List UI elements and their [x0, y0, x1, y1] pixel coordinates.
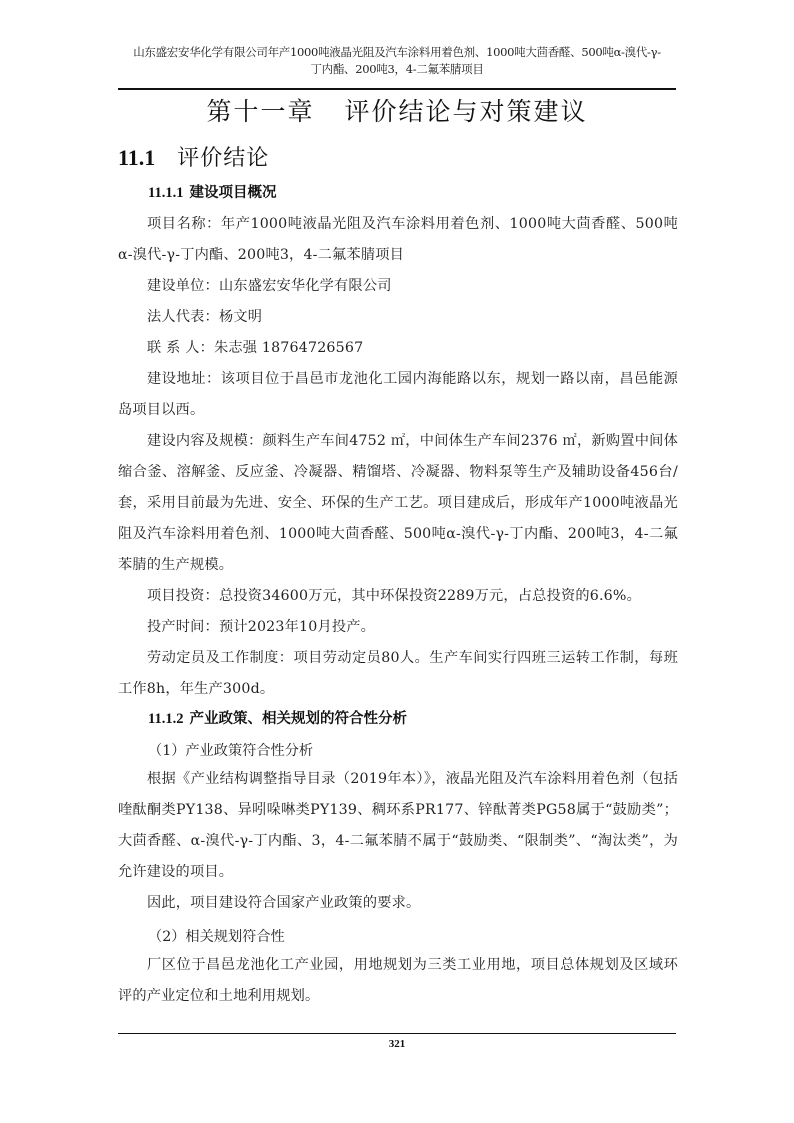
item-heading-industrial-policy: （1）产业政策符合性分析 — [148, 743, 314, 759]
section-title: 评价结论 — [177, 146, 270, 171]
subsection-title: 建设项目概况 — [189, 185, 277, 201]
section-number: 11.1 — [118, 145, 156, 170]
footer-rule — [118, 1033, 676, 1034]
running-header — [118, 44, 676, 78]
running-header-line-2: 丁内酯、200吨3，4-二氟苯腈项目 — [310, 62, 484, 76]
subsection-heading-11-1-2 — [148, 708, 407, 730]
chapter-name: 评价结论与对策建议 — [344, 97, 588, 126]
project-overview-body — [118, 209, 678, 705]
paragraph-start-date: 投产时间：预计2023年10月投产。 — [147, 619, 376, 635]
paragraph-legal-representative: 法人代表：杨文明 — [147, 309, 263, 325]
subsection-heading-11-1-1 — [148, 182, 276, 204]
subsection-number: 11.1.1 — [148, 185, 184, 201]
planning-body — [118, 950, 678, 1012]
paragraph-staffing: 劳动定员及工作制度：项目劳动定员80人。生产车间实行四班三运转工作制，每班工作8h，年生产300d。 — [118, 650, 678, 697]
header-rule — [118, 88, 676, 90]
subsection-title: 产业政策、相关规划的符合性分析 — [189, 711, 407, 727]
paragraph-scale: 建设内容及规模：颜料生产车间4752 ㎡，中间体生产车间2376 ㎡，新购置中间体缩合釜、溶解釜、反应釜、冷凝器、精馏塔、冷凝器、物料泵等生产及辅助设备456台/套，采用目前最为先进、安全、环保的生产工艺。项目建成后，形成年产1000吨液晶光阻及汽车涂料用着色剂、1000吨大茴香醛、500吨α-溴代-γ-丁内酯、200吨3，4-二氟苯腈的生产规模。 — [118, 433, 678, 573]
paragraph-construction-unit: 建设单位：山东盛宏安华化学有限公司 — [147, 278, 392, 294]
industrial-policy-body — [118, 764, 678, 919]
subsection-number: 11.1.2 — [148, 711, 184, 727]
paragraph-policy-conclusion: 因此，项目建设符合国家产业政策的要求。 — [147, 895, 421, 911]
chapter-title — [118, 94, 676, 130]
paragraph-investment: 项目投资：总投资34600万元，其中环保投资2289万元，占总投资的6.6%。 — [147, 588, 641, 604]
paragraph-project-name: 项目名称：年产1000吨液晶光阻及汽车涂料用着色剂、1000吨大茴香醛、500吨α-溴代-γ-丁内酯、200吨3，4-二氟苯腈项目 — [118, 216, 678, 263]
item-heading-planning: （2）相关规划符合性 — [148, 929, 285, 945]
chapter-number: 第十一章 — [206, 97, 315, 126]
paragraph-contact: 联 系 人：朱志强 18764726567 — [147, 340, 364, 356]
section-heading — [118, 142, 269, 175]
running-header-line-1: 山东盛宏安华化学有限公司年产1000吨液晶光阻及汽车涂料用着色剂、1000吨大茴香醛、500吨α-溴代-γ- — [133, 45, 661, 59]
paragraph-planning: 厂区位于昌邑龙池化工产业园，用地规划为三类工业用地，项目总体规划及区域环评的产业定位和土地利用规划。 — [118, 957, 678, 1004]
paragraph-address: 建设地址：该项目位于昌邑市龙池化工园内海能路以东，规划一路以南，昌邑能源岛项目以西。 — [118, 371, 678, 418]
paragraph-policy-analysis: 根据《产业结构调整指导目录（2019年本）》，液晶光阻及汽车涂料用着色剂（包括喹酞酮类PY138、异吲哚啉类PY139、稠环系PR177、锌酞菁类PG58属于“鼓励类”；大茴香醛、α-溴代-γ-丁内酯、3，4-二氟苯腈不属于“鼓励类、“限制类”、“淘汰类”，为允许建设的项目。 — [118, 771, 678, 880]
page-number: 321 — [388, 1038, 406, 1050]
